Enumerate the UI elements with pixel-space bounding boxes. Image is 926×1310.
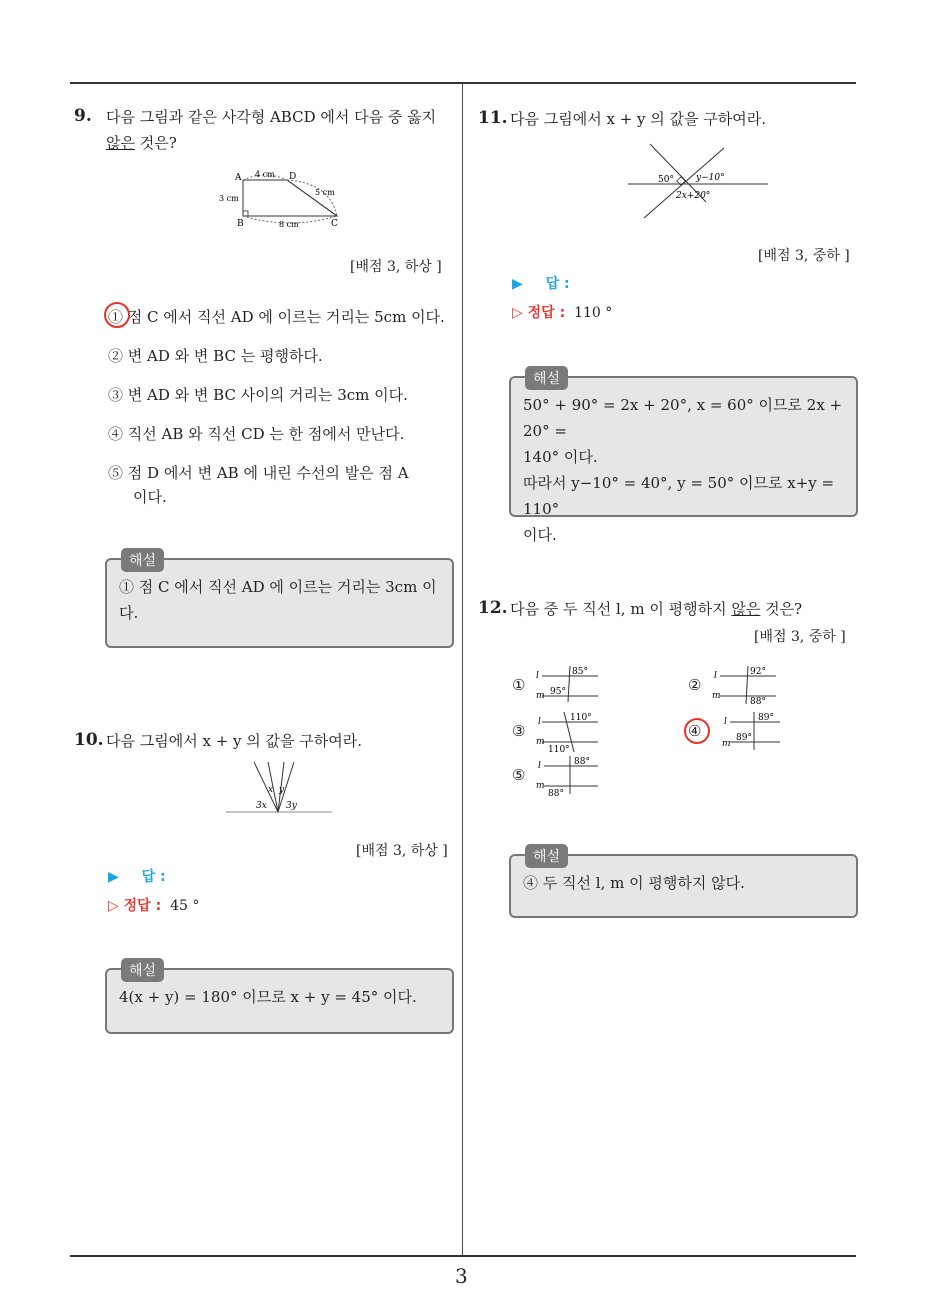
explanation-line: 140° 이다.	[523, 448, 598, 466]
angle-bottom: 89°	[736, 733, 752, 743]
label-y-10: y−10°	[696, 173, 725, 183]
question-text-pre: 다음 중 두 직선 l, m 이 평행하지	[510, 600, 732, 618]
angle-top: 85°	[572, 667, 588, 677]
question-11	[478, 108, 858, 128]
explanation-line: 4(x + y) = 180° 이므로 x + y = 45° 이다.	[119, 988, 417, 1006]
option-2[interactable]: ② 변 AD 와 변 BC 는 평행하다.	[108, 347, 323, 365]
label-3x: 3x	[256, 801, 267, 811]
choice-number: ④	[688, 722, 702, 740]
choice-4[interactable]	[688, 722, 701, 740]
line-l-label: l	[538, 717, 541, 727]
label-x: x	[268, 785, 274, 795]
play-icon: ▶	[108, 869, 119, 885]
correct-row	[108, 895, 199, 915]
column-divider	[462, 84, 463, 1256]
bottom-rule	[70, 1255, 856, 1257]
label-3y: 3y	[286, 801, 297, 811]
angle-bottom: 88°	[750, 697, 766, 704]
line-l-label: l	[536, 671, 539, 681]
play-icon: ▶	[512, 276, 523, 292]
question-text-rest: 것은?	[134, 134, 177, 152]
explanation-box	[509, 371, 858, 544]
choice-number: ①	[512, 676, 526, 694]
explanation-box	[509, 849, 858, 918]
explanation-tab: 해설	[121, 958, 164, 982]
page-number: 3	[455, 1264, 468, 1288]
choice-number: ③	[512, 722, 526, 740]
label-50: 50°	[658, 175, 674, 185]
explanation-box	[105, 963, 454, 1034]
angle-bottom: 95°	[550, 687, 566, 697]
question-number: 9.	[74, 106, 92, 126]
explanation-tab: 해설	[525, 844, 568, 868]
question-text-post: 것은?	[760, 600, 803, 618]
angle-bottom: 88°	[548, 789, 564, 796]
choice-1-figure	[536, 664, 600, 702]
label-2x20: 2x+20°	[676, 191, 711, 201]
explanation-line: 다.	[119, 604, 139, 622]
question-text-line2	[106, 130, 177, 156]
line-l-label: l	[714, 671, 717, 681]
question-text: 다음 그림에서 x + y 의 값을 구하여라.	[510, 110, 767, 128]
choice-4-figure	[722, 710, 782, 750]
option-3[interactable]: ③ 변 AD 와 변 BC 사이의 거리는 3cm 이다.	[108, 386, 408, 404]
option-4[interactable]: ④ 직선 AB 와 직선 CD 는 한 점에서 만난다.	[108, 425, 405, 443]
correct-label: 정답 :	[527, 305, 566, 321]
explanation-tab: 해설	[525, 366, 568, 390]
explanation-line: 50° + 90° = 2x + 20°, x = 60° 이므로 2x + 20° =	[523, 396, 843, 440]
question-12	[478, 598, 858, 618]
explanation-line: 따라서 y−10° = 40°, y = 50° 이므로 x+y = 110°	[523, 474, 835, 518]
score-q11: [배점 3, 중하 ]	[758, 248, 850, 264]
choice-2-figure	[712, 664, 778, 704]
explanation-line: ④ 두 직선 l, m 이 평행하지 않다.	[523, 874, 745, 892]
answer-row	[512, 273, 570, 293]
question-number: 10.	[74, 730, 104, 750]
label-y: y	[279, 785, 285, 795]
option-5-cont: 이다.	[133, 488, 167, 506]
option-1[interactable]: ① 점 C 에서 직선 AD 에 이르는 거리는 5cm 이다.	[108, 308, 445, 326]
line-l-label: l	[538, 761, 541, 771]
emphasis-not: 않은	[106, 134, 135, 152]
answer-label: 답 :	[545, 276, 570, 292]
choice-number: ②	[688, 676, 702, 694]
explanation-box	[105, 553, 454, 648]
label-top: 4 cm	[255, 170, 275, 179]
line-m-label: m	[712, 691, 721, 701]
answer-row	[108, 866, 166, 886]
label-D: D	[289, 172, 297, 182]
label-diag: 5 cm	[315, 188, 335, 197]
question-text	[510, 596, 802, 622]
score-q12: [배점 3, 중하 ]	[754, 629, 846, 645]
correct-label: 정답 :	[123, 898, 162, 914]
choice-1[interactable]	[512, 676, 525, 694]
label-left: 3 cm	[219, 194, 239, 203]
quadrilateral-figure	[215, 168, 350, 230]
emphasis-not: 않은	[731, 600, 761, 618]
angle-bottom: 110°	[548, 745, 570, 752]
angle-top: 92°	[750, 667, 766, 677]
triangle-outline-icon: ▷	[512, 305, 523, 321]
choice-3-figure	[536, 710, 600, 752]
explanation-line: ① 점 C 에서 직선 AD 에 이르는 거리는 3cm 이	[119, 578, 437, 596]
correct-row	[512, 302, 612, 322]
correct-value: 110 °	[574, 305, 613, 321]
correct-value: 45 °	[170, 898, 200, 914]
label-A: A	[235, 173, 242, 183]
line-m-label: m	[536, 737, 545, 747]
crossing-lines-figure	[628, 142, 768, 222]
answer-label: 답 :	[141, 869, 166, 885]
label-C: C	[331, 219, 338, 229]
question-number: 12.	[478, 598, 508, 618]
angle-top: 88°	[574, 757, 590, 767]
question-text: 다음 그림에서 x + y 의 값을 구하여라.	[106, 732, 363, 750]
score-q10: [배점 3, 하상 ]	[356, 843, 448, 859]
choice-5[interactable]	[512, 766, 525, 784]
question-9	[74, 106, 454, 152]
choice-3[interactable]	[512, 722, 525, 740]
angle-top: 110°	[570, 713, 592, 723]
line-m-label: m	[536, 781, 545, 791]
question-number: 11.	[478, 108, 508, 128]
triangle-outline-icon: ▷	[108, 898, 119, 914]
explanation-tab: 해설	[121, 548, 164, 572]
choice-2[interactable]	[688, 676, 701, 694]
explanation-line: 이다.	[523, 526, 557, 544]
line-m-label: m	[722, 739, 731, 749]
label-bottom: 8 cm	[279, 220, 299, 229]
top-rule	[70, 82, 856, 84]
question-text: 다음 그림과 같은 사각형 ABCD 에서 다음 중 옳지	[106, 108, 437, 126]
line-l-label: l	[724, 717, 727, 727]
option-5[interactable]: ⑤ 점 D 에서 변 AB 에 내린 수선의 발은 점 A	[108, 464, 409, 482]
choice-5-figure	[536, 754, 600, 796]
line-m-label: m	[536, 691, 545, 701]
score-q9: [배점 3, 하상 ]	[350, 259, 442, 275]
choice-number: ⑤	[512, 766, 526, 784]
question-10	[74, 730, 454, 750]
angle-figure	[226, 760, 332, 816]
angle-top: 89°	[758, 713, 774, 723]
explanation-text	[511, 378, 856, 554]
label-B: B	[237, 219, 244, 229]
